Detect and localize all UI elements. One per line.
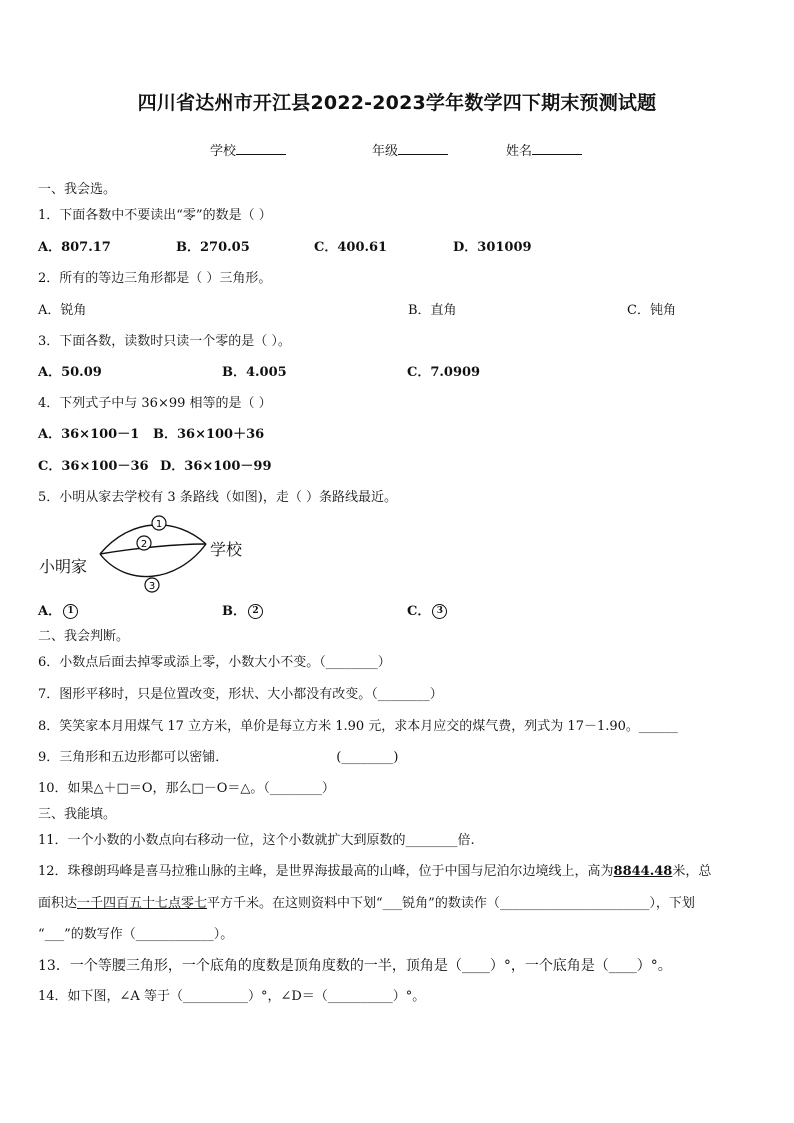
q5-option-b: B． 2 bbox=[222, 603, 263, 621]
school-label: 学校 bbox=[210, 144, 237, 159]
q1-option-d: D．301009 bbox=[453, 240, 532, 255]
question-4: 4．下列式子中与 36×99 相等的是（ ） bbox=[38, 396, 272, 411]
route-2-path bbox=[100, 544, 206, 554]
q4-option-d: D．36×100－99 bbox=[160, 459, 272, 474]
question-5: 5．小明从家去学校有 3 条路线（如图)，走（ ）条路线最近。 bbox=[38, 490, 398, 505]
question-12-line-3: “___”的数写作（____________）。 bbox=[38, 927, 234, 942]
q3-option-c: C．7.0909 bbox=[407, 365, 481, 380]
question-7: 7．图形平移时，只是位置改变，形状、大小都没有改变。（________） bbox=[38, 687, 443, 702]
route-3-label: 3 bbox=[148, 581, 156, 592]
question-11: 11．一个小数的小数点向右移动一位，这个小数就扩大到原数的________倍. bbox=[38, 833, 475, 848]
name-field bbox=[506, 140, 582, 159]
school-field bbox=[210, 140, 286, 159]
question-9: 9．三角形和五边形都可以密铺． (________) bbox=[38, 750, 399, 765]
question-2: 2．所有的等边三角形都是（ ）三角形。 bbox=[38, 271, 272, 286]
area-value: 一千四百五十七点零七 bbox=[77, 896, 208, 911]
q2-option-c: C．钝角 bbox=[627, 303, 676, 318]
question-6: 6．小数点后面去掉零或添上零，小数大小不变。（________） bbox=[38, 655, 391, 670]
route-1-label: 1 bbox=[155, 519, 163, 530]
route-figure bbox=[36, 512, 266, 598]
school-label-figure: 学校 bbox=[210, 540, 243, 559]
section-heading: 一、我会选。 bbox=[38, 182, 117, 197]
height-value: 8844.48 bbox=[613, 864, 673, 879]
question-10: 10．如果△＋□＝O，那么□－O＝△。（________） bbox=[38, 781, 335, 796]
route-2-label: 2 bbox=[140, 539, 148, 550]
q2-option-b: B．直角 bbox=[408, 303, 457, 318]
q4-option-b: B．36×100＋36 bbox=[153, 427, 265, 442]
section-heading: 三、我能填。 bbox=[38, 807, 117, 822]
q1-option-c: C．400.61 bbox=[314, 240, 388, 255]
grade-label: 年级 bbox=[372, 144, 399, 159]
q3-option-a: A．50.09 bbox=[38, 365, 102, 380]
q1-option-b: B．270.05 bbox=[176, 240, 250, 255]
q5-option-c: C． 3 bbox=[407, 603, 447, 621]
q4-option-a: A．36×100－1 bbox=[38, 427, 140, 442]
route-3-path bbox=[100, 544, 206, 577]
name-label: 姓名 bbox=[506, 144, 533, 159]
question-3: 3．下面各数，读数时只读一个零的是（ ）。 bbox=[38, 334, 291, 349]
question-1: 1．下面各数中不要读出“零”的数是（ ） bbox=[38, 208, 272, 223]
q3-option-b: B．4.005 bbox=[222, 365, 287, 380]
question-14: 14．如下图，∠A 等于（__________）°，∠D＝（__________）°。 bbox=[38, 989, 426, 1004]
circled-number-1: 1 bbox=[63, 604, 78, 619]
circled-number-2: 2 bbox=[248, 604, 263, 619]
q5-option-a: A． 1 bbox=[38, 603, 78, 621]
q2-option-a: A．锐角 bbox=[38, 303, 87, 318]
section-heading: 二、我会判断。 bbox=[38, 629, 130, 644]
q4-option-c: C．36×100－36 bbox=[38, 459, 149, 474]
q1-option-a: A．807.17 bbox=[38, 240, 111, 255]
circled-number-3: 3 bbox=[432, 604, 447, 619]
question-12-line-2: 面积达一千四百五十七点零七平方千米。在这则资料中下划“___锐角”的数读作（_______________________），下划 bbox=[38, 896, 695, 911]
page-title: 四川省达州市开江县2022-2023学年数学四下期末预测试题 bbox=[137, 92, 657, 114]
q9-answer-blank: (________) bbox=[336, 750, 399, 765]
route-1-path bbox=[100, 525, 206, 554]
question-8: 8．笑笑家本月用煤气 17 立方米，单价是每立方米 1.90 元，求本月应交的煤气费，列式为 17－1.90。______ bbox=[38, 719, 678, 734]
grade-field bbox=[372, 140, 448, 159]
question-12-line-1: 12．珠穆朗玛峰是喜马拉雅山脉的主峰，是世界海拔最高的山峰，位于中国与尼泊尔边境线上，高为8844.48米，总 bbox=[38, 864, 712, 879]
home-label: 小明家 bbox=[39, 557, 88, 576]
question-13: 13．一个等腰三角形，一个底角的度数是顶角度数的一半，顶角是（____）°，一个底角是（____）°。 bbox=[38, 958, 672, 974]
